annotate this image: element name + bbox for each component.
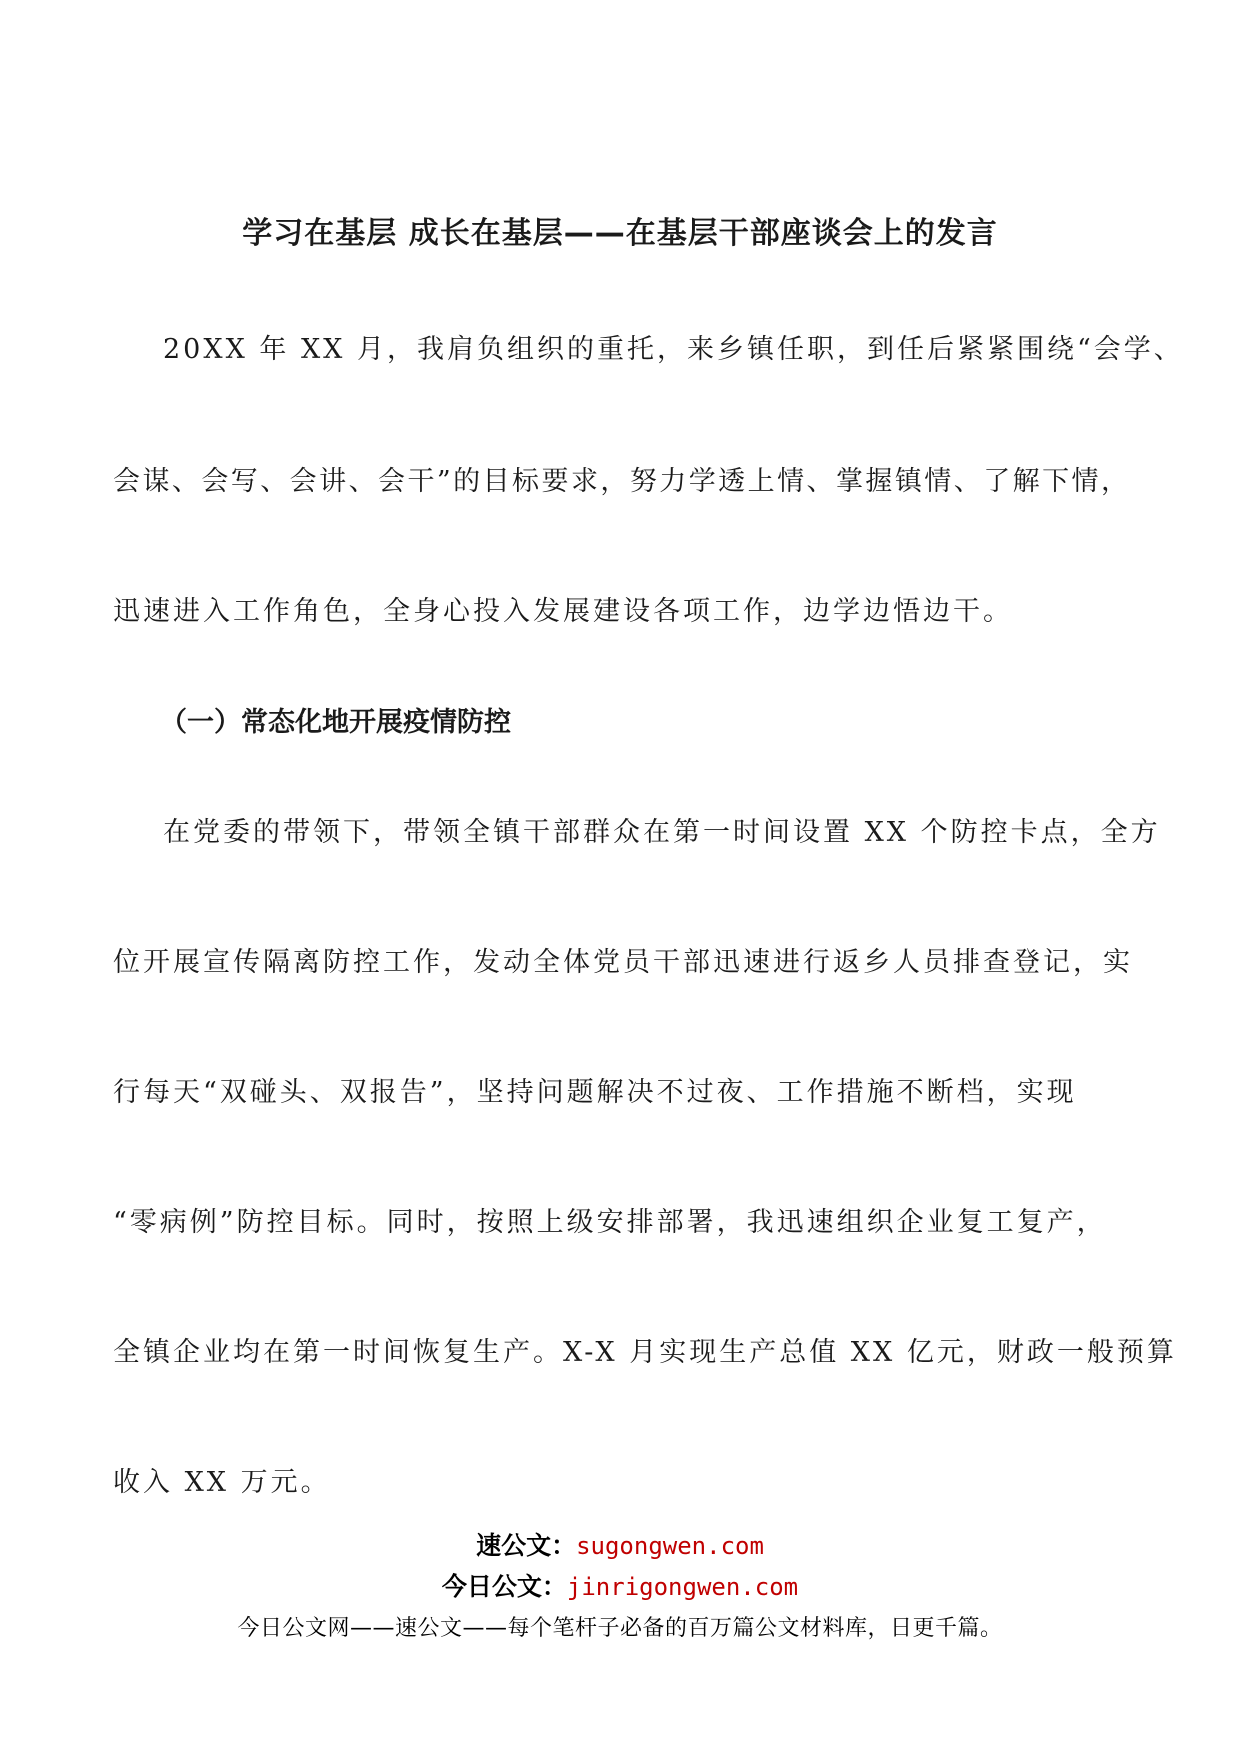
paragraph-line: 20XX 年 XX 月，我肩负组织的重托，来乡镇任职，到任后紧紧围绕“会学、: [163, 334, 1184, 365]
paragraph-line: 位开展宣传隔离防控工作，发动全体党员干部迅速进行返乡人员排查登记，实: [113, 947, 1133, 978]
section-heading: （一）常态化地开展疫情防控: [160, 707, 511, 738]
footer-site-2: [0, 1567, 1240, 1603]
paragraph-line: “零病例”防控目标。同时，按照上级安排部署，我迅速组织企业复工复产，: [113, 1207, 1107, 1238]
paragraph-line: 全镇企业均在第一时间恢复生产。X-X 月实现生产总值 XX 亿元，财政一般预算: [113, 1337, 1177, 1368]
footer-site-1: [0, 1526, 1240, 1562]
paragraph-line: 会谋、会写、会讲、会干”的目标要求，努力学透上情、掌握镇情、了解下情，: [113, 466, 1128, 497]
paragraph-line: 行每天“双碰头、双报告”，坚持问题解决不过夜、工作措施不断档，实现: [113, 1077, 1077, 1108]
footer-site-2-label: 今日公文：: [441, 1572, 567, 1601]
footer-slogan: 今日公文网——速公文——每个笔杆子必备的百万篇公文材料库，日更千篇。: [237, 1616, 1003, 1641]
paragraph-line: 在党委的带领下，带领全镇干部群众在第一时间设置 XX 个防控卡点，全方: [163, 817, 1161, 848]
paragraph-line: 迅速进入工作角色，全身心投入发展建设各项工作，边学边悟边干。: [113, 596, 1013, 627]
document-title: 学习在基层 成长在基层——在基层干部座谈会上的发言: [242, 216, 998, 251]
footer-site-1-label: 速公文：: [476, 1531, 577, 1560]
footer-site-2-link[interactable]: jinrigongwen.com: [566, 1573, 799, 1601]
paragraph-line: 收入 XX 万元。: [113, 1467, 331, 1498]
footer-site-1-link[interactable]: sugongwen.com: [576, 1532, 764, 1560]
